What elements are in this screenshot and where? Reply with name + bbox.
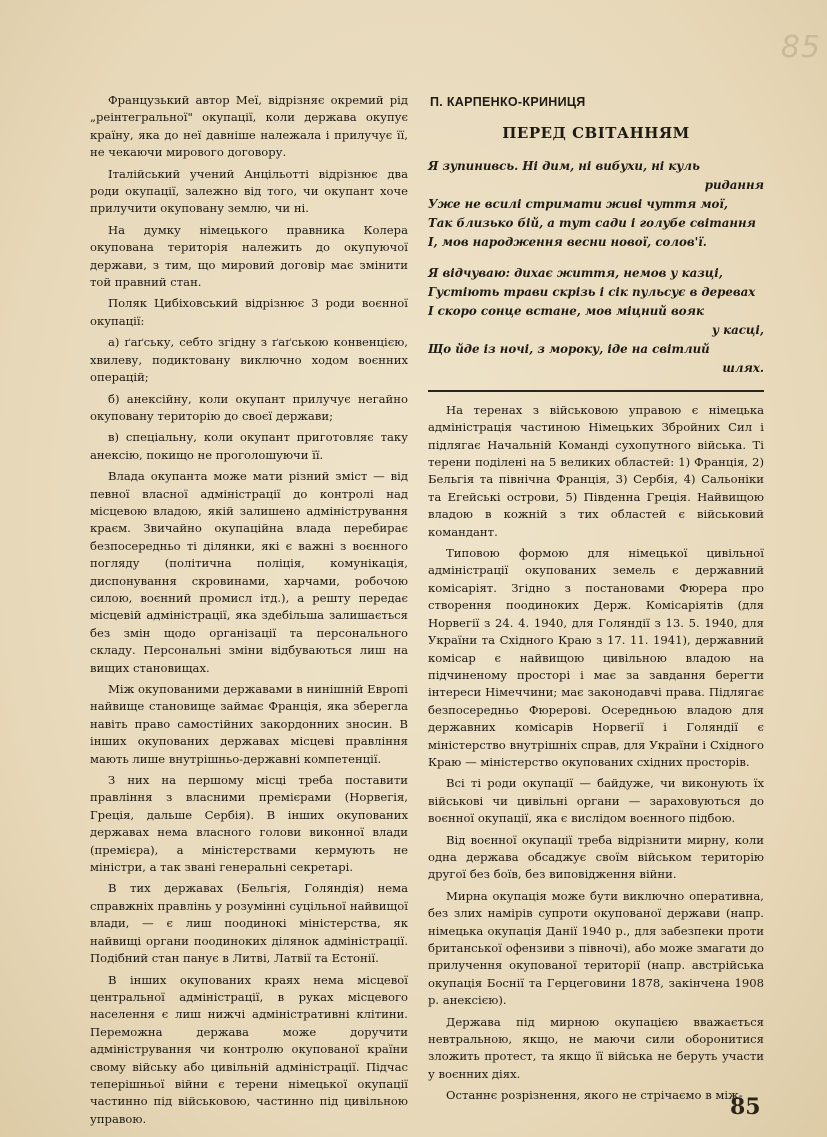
poem-line: І скоро сонце встане, мов міцний вояк	[428, 303, 704, 318]
poem-line: Так близько бій, а тут сади і голубе світання	[428, 215, 756, 230]
right-paragraph: Типовою формою для німецької цивільної адміністрації окупованих земель є державний комісаріят. Згідно з постановами Фюрера про створення поодиноких Держ. Комісаріятів (для Норвегії з 24. 4. 1940, для Голяндії з 13. 5. 1940, для України та Східного Краю з 17. 11. 1941), державний комісар є найвищою цивільною владою на підчиненому просторі і має за завдання берегти інтереси Німеччини; має законодавчі права. Підлягає безпосередньо Фюрерові. Осередньою владою для державних комісарів Норвегії і Голяндії є міністерство внутрішніх справ, для України і Східного Краю — міністерство окупованих східних просторів.	[428, 546, 764, 769]
left-paragraph: б) анексійну, коли окупант прилучує негайно окуповану територію до своєї держави;	[90, 391, 408, 423]
poem-title: ПЕРЕД СВІТАННЯМ	[502, 124, 690, 143]
poem-body	[428, 157, 764, 378]
left-paragraph: Між окупованими державами в нинішній Европі найвище становище займає Франція, яка зберегла навіть право самостійних закордонних зносин. В інших окупованих державах місцеві правління мають лише внутрішньо-державні компетенції.	[90, 682, 408, 766]
right-paragraph: Всі ті роди окупації — байдуже, чи виконують їх військові чи цивільні органи — зараховуються до воєнної окупації, яка є вислідом воєнного підбою.	[428, 776, 764, 826]
left-paragraph: Французький автор Меї, відрізняє окремий рід „реінтегральної" окупації, коли держава окупує країну, яка до неї давніше належала і прилучує її, не чекаючи мирового договору.	[90, 93, 408, 160]
poem-line: Уже не всилі стримати живі чуття мої,	[428, 196, 728, 211]
poem-line: Я зупинивсь. Ні дим, ні вибухи, ні куль	[428, 158, 700, 173]
poem-author: П. КАРПЕНКО-КРИНИЦЯ	[430, 95, 586, 109]
right-column-text	[428, 402, 764, 1105]
page-number: 85	[730, 1094, 761, 1120]
right-paragraph: Мирна окупація може бути виключно оперативна, без злих намірів супроти окупованої держави (напр. німецька окупація Данії 1940 р., для забезпеки проти британської офензиви з півночі), або може змагати до прилучення окупованої території (напр. австрійська окупація Боснії та Герцеговини 1878, закінчена 1908 р. анексією).	[428, 888, 764, 1008]
poem-line: Що йде із ночі, з мороку, іде на світлий	[428, 341, 710, 356]
left-paragraph: Поляк Цибіховський відрізнює 3 роди воєнної окупації:	[90, 296, 408, 328]
poem-stanza	[428, 264, 764, 378]
section-divider	[428, 390, 764, 392]
poem-line: ридання	[704, 177, 764, 192]
poem-line: І, мов народження весни нової, солов'ї.	[428, 234, 707, 249]
right-paragraph: Держава під мирною окупацією вважається невтральною, якщо, не маючи сили оборонитися зложить протест, та якщо її війська не беруть участи у воєнних діях.	[428, 1014, 764, 1081]
left-column	[90, 92, 408, 1132]
poem-line: Я відчуваю: дихає життя, немов у казці,	[428, 265, 723, 280]
corner-page-mark: 85	[780, 30, 821, 65]
right-column	[428, 92, 764, 1109]
poem-line: шлях.	[722, 360, 764, 375]
left-paragraph: В тих державах (Бельгія, Голяндія) нема справжніх правлінь у розумінні суцільної найвищої влади, — є лиш поодинокі міністерства, як найвищі органи поодиноких ділянок адміністрації. Подібний стан панує в Литві, Латвії та Естонії.	[90, 881, 408, 966]
left-paragraph: Італійський учений Анцільотті відрізнює два роди окупації, залежно від того, чи окупант хоче прилучити окуповану землю, чи ні.	[90, 166, 408, 216]
right-paragraph: Останнє розрізнення, якого не стрічаємо в між-	[446, 1088, 743, 1103]
left-paragraph: На думку німецького правника Колера окупована територія належить до окупуючої держави, з тим, що мировий договір має змінити той правний стан.	[90, 222, 408, 290]
left-paragraph: а) ґаґську, себто згідну з ґаґською конвенцією, хвилеву, подиктовану виключно ходом воєнних операцій;	[90, 335, 408, 385]
poem-line: у касці,	[711, 322, 764, 337]
right-paragraph: На теренах з військовою управою є німецька адміністрація частиною Німецьких Збройних Сил і підлягає Начальній Команді сухопутного війська. Ті терени поділені на 5 великих областей: 1) Франція, 2) Бельгія та північна Франція, 3) Сербія, 4) Сальоніки та Егейські острови, 5) Південна Греція. Найвищою владою в кожній з тих областей є військовий командант.	[428, 402, 764, 539]
left-paragraph: в) спеціальну, коли окупант приготовляє таку анексію, покищо не проголошуючи її.	[90, 430, 408, 462]
poem-line: Густіють трави скрізь і сік пульсує в деревах	[428, 284, 756, 299]
right-paragraph: Від воєнної окупації треба відрізнити мирну, коли одна держава обсаджує своїм військом територію другої без боїв, без виповідження війни.	[428, 832, 764, 882]
left-paragraph: З них на першому місці треба поставити правління з власними премієрами (Норвегія, Греція, дальше Сербія). В інших окупованих державах нема власного голови виконної влади (премієра), а міністерствами кермують не міністри, а так звані генеральні секретарі.	[90, 773, 408, 875]
left-paragraph: В інших окупованих краях нема місцевої центральної адміністрації, в руках місцевого населення є лиш нижчі адміністративні клітини. Переможна держава може доручити адміністрування чи контролю окупованої країни свому війську або цивільній адміністрації. Підчас теперішньої війни є терени німецької окупації частинно під військовою, частинно під цивільною управою.	[90, 972, 408, 1126]
left-paragraph: Влада окупанта може мати різний зміст — від певної власної адміністрації до контролі над місцевою владою, якій залишено адміністрування краєм. Звичайно окупаційна влада перебирає безпосередньо ті ділянки, які є важні з воєнного погляду (політична поліція, комунікація, диспонування скровинами, харчами, робочою силою, воєнний промисл ітд.), а решту передає місцевій адміністрації, яка здебільша залишається без змін щодо організації та персонального складу. Персональні зміни відбуваються лиш на вищих становищах.	[90, 469, 408, 675]
poem-stanza	[428, 157, 764, 252]
